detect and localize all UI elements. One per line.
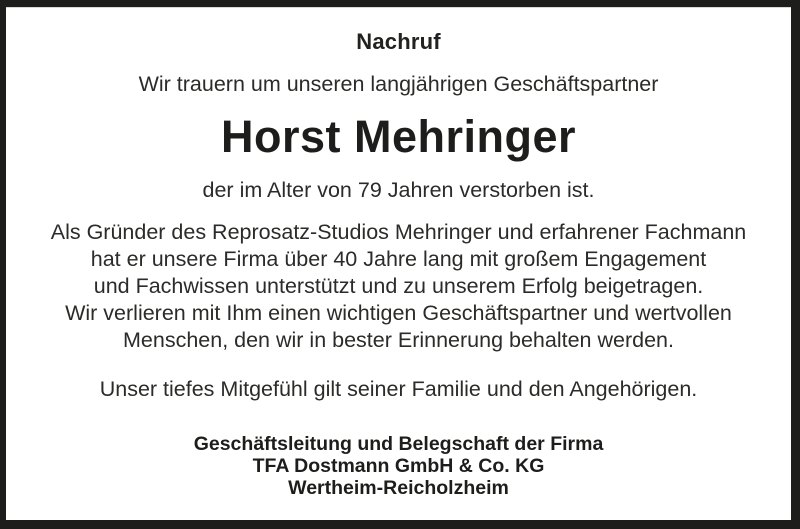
obituary-content <box>6 7 791 520</box>
signature-line-company-management: Geschäftsleitung und Belegschaft der Firma <box>193 433 604 455</box>
tribute-line: hat er unsere Firma über 40 Jahre lang mit großem Engagement <box>90 247 707 271</box>
condolence-line: Unser tiefes Mitgefühl gilt seiner Familie und den Angehörigen. <box>99 377 698 401</box>
mourning-intro-line: Wir trauern um unseren langjährigen Geschäftspartner <box>138 72 659 96</box>
notice-kicker: Nachruf <box>356 29 441 54</box>
tribute-line: Menschen, den wir in bester Erinnerung behalten werden. <box>123 328 674 352</box>
tribute-line: und Fachwissen unterstützt und zu unserem Erfolg beigetragen. <box>93 274 704 298</box>
tribute-paragraph <box>6 219 791 354</box>
deceased-name: Horst Mehringer <box>220 111 577 162</box>
death-age-line: der im Alter von 79 Jahren verstorben ist. <box>202 178 595 202</box>
signature-line-company-name: TFA Dostmann GmbH & Co. KG <box>252 455 545 477</box>
tribute-line: Wir verlieren mit Ihm einen wichtigen Geschäftspartner und wertvollen <box>65 301 732 325</box>
signature-block <box>6 433 791 499</box>
tribute-line: Als Gründer des Reprosatz-Studios Mehringer und erfahrener Fachmann <box>50 220 747 244</box>
signature-line-company-location: Wertheim-Reicholzheim <box>288 477 509 499</box>
